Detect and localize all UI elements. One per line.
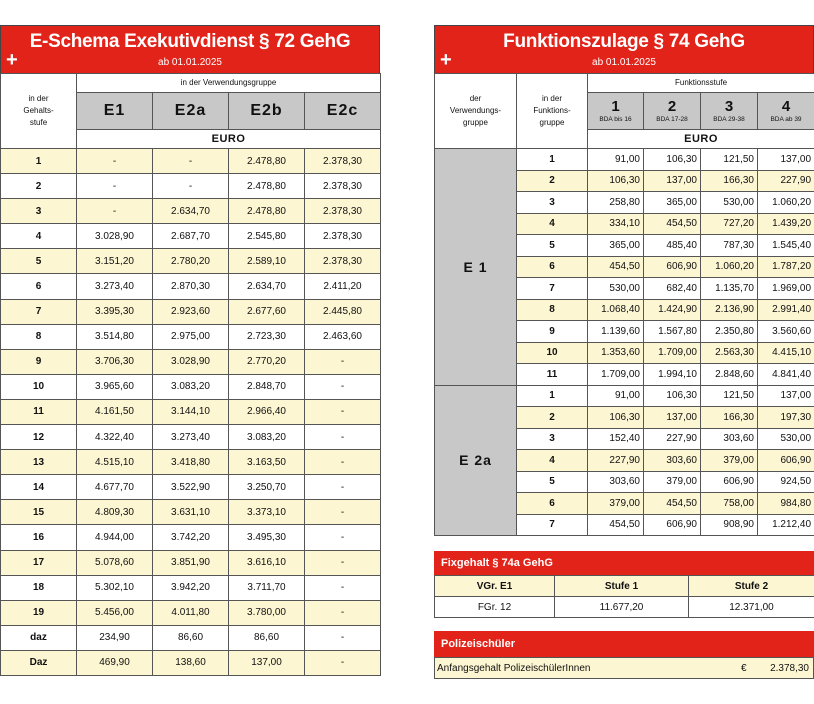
zulage-cell: 530,00 xyxy=(758,428,814,450)
euro-label: EURO xyxy=(588,130,814,149)
bda-range: BDA 17-28 xyxy=(656,115,688,123)
plus-icon: + xyxy=(6,49,18,71)
table-row xyxy=(1,299,381,324)
salary-cell: 2.770,20 xyxy=(229,349,305,374)
fixgehalt-title: Fixgehalt § 74a GehG xyxy=(434,551,814,575)
zulage-cell: 1.060,20 xyxy=(758,192,814,214)
salary-cell: 2.848,70 xyxy=(229,374,305,399)
funktionsgruppe-cell: 3 xyxy=(517,192,588,214)
salary-cell: - xyxy=(77,149,153,174)
zulage-cell: 303,60 xyxy=(701,428,758,450)
funktionsgruppe-cell: 2 xyxy=(517,170,588,192)
funktionsgruppe-cell: 4 xyxy=(517,450,588,472)
salary-cell: 3.163,50 xyxy=(229,450,305,475)
zulage-cell: 1.709,00 xyxy=(588,364,644,386)
zulage-cell: 758,00 xyxy=(701,493,758,515)
zulage-cell: 606,90 xyxy=(701,471,758,493)
zulage-cell: 91,00 xyxy=(588,385,644,407)
table-row xyxy=(1,450,381,475)
salary-cell: 2.463,60 xyxy=(305,324,381,349)
salary-cell: - xyxy=(77,174,153,199)
salary-cell: - xyxy=(305,525,381,550)
zulage-cell: 227,90 xyxy=(644,428,701,450)
salary-cell: 3.273,40 xyxy=(153,425,229,450)
salary-cell: 2.478,80 xyxy=(229,149,305,174)
funktionszulage-section xyxy=(434,25,814,536)
zulage-cell: 1.969,00 xyxy=(758,278,814,300)
salary-cell: 2.634,70 xyxy=(153,199,229,224)
verwendungsgruppe-header: der Verwendungs-gruppe xyxy=(435,74,517,149)
salary-cell: 2.378,30 xyxy=(305,224,381,249)
zulage-cell: 227,90 xyxy=(758,170,814,192)
e-schema-title-bar xyxy=(0,25,380,73)
funktionsgruppe-cell: 11 xyxy=(517,364,588,386)
funktionsgruppe-cell: 2 xyxy=(517,407,588,429)
salary-cell: 2.966,40 xyxy=(229,399,305,424)
funktionszulage-title-bar xyxy=(434,25,814,73)
salary-cell: 2.723,30 xyxy=(229,324,305,349)
zulage-cell: 454,50 xyxy=(644,213,701,235)
polizeischueler-amount: 2.378,30 xyxy=(770,663,809,674)
zulage-cell: 2.563,30 xyxy=(701,342,758,364)
salary-cell: - xyxy=(305,399,381,424)
fixgehalt-row xyxy=(435,597,814,618)
stufe-cell: 11 xyxy=(1,399,77,424)
salary-cell: 3.851,90 xyxy=(153,550,229,575)
salary-cell: 2.687,70 xyxy=(153,224,229,249)
table-row xyxy=(1,550,381,575)
salary-cell: 2.378,30 xyxy=(305,149,381,174)
zulage-cell: 379,00 xyxy=(588,493,644,515)
salary-cell: 3.273,40 xyxy=(77,274,153,299)
zulage-cell: 1.060,20 xyxy=(701,256,758,278)
zulage-cell: 2.350,80 xyxy=(701,321,758,343)
e-schema-section xyxy=(0,25,380,676)
salary-cell: - xyxy=(305,625,381,650)
zulage-cell: 454,50 xyxy=(644,493,701,515)
table-row xyxy=(1,650,381,675)
euro-label: EURO xyxy=(77,130,381,149)
stufe-cell: 19 xyxy=(1,600,77,625)
salary-cell: 3.706,30 xyxy=(77,349,153,374)
euro-sign: € xyxy=(741,663,747,674)
funktionsgruppe-cell: 8 xyxy=(517,299,588,321)
table-row xyxy=(1,500,381,525)
table-row xyxy=(435,149,814,171)
zulage-cell: 379,00 xyxy=(644,471,701,493)
stufe-cell: 1 xyxy=(1,149,77,174)
zulage-cell: 454,50 xyxy=(588,514,644,536)
salary-cell: 4.322,40 xyxy=(77,425,153,450)
stufe-number: 2 xyxy=(667,97,677,115)
zulage-cell: 530,00 xyxy=(588,278,644,300)
zulage-cell: 106,30 xyxy=(588,170,644,192)
salary-cell: - xyxy=(305,575,381,600)
zulage-cell: 121,50 xyxy=(701,149,758,171)
zulage-cell: 1.709,00 xyxy=(644,342,701,364)
stufe-cell: 13 xyxy=(1,450,77,475)
table-row xyxy=(1,600,381,625)
table-row xyxy=(1,224,381,249)
zulage-cell: 682,40 xyxy=(644,278,701,300)
salary-cell: 5.302,10 xyxy=(77,575,153,600)
funktionsgruppe-cell: 6 xyxy=(517,256,588,278)
funktionsstufe-header: Funktionsstufe xyxy=(588,74,814,93)
salary-cell: 5.456,00 xyxy=(77,600,153,625)
zulage-cell: 197,30 xyxy=(758,407,814,429)
table-row xyxy=(1,575,381,600)
group-label: E 1 xyxy=(435,149,517,386)
e-schema-title: E-Schema Exekutivdienst § 72 GehG xyxy=(29,31,351,52)
zulage-cell: 4.841,40 xyxy=(758,364,814,386)
zulage-cell: 606,90 xyxy=(644,256,701,278)
stufe-number: 1 xyxy=(611,97,620,115)
stufe-cell: 16 xyxy=(1,525,77,550)
salary-cell: - xyxy=(305,374,381,399)
salary-cell: 2.975,00 xyxy=(153,324,229,349)
fixgehalt-header-row xyxy=(435,576,814,597)
zulage-cell: 106,30 xyxy=(588,407,644,429)
table-row xyxy=(1,625,381,650)
salary-cell: - xyxy=(77,199,153,224)
stufe-cell: 10 xyxy=(1,374,77,399)
salary-cell: - xyxy=(305,650,381,675)
salary-cell: 3.522,90 xyxy=(153,475,229,500)
salary-cell: 4.809,30 xyxy=(77,500,153,525)
stufe-cell: 4 xyxy=(1,224,77,249)
zulage-cell: 137,00 xyxy=(644,407,701,429)
salary-cell: 2.378,30 xyxy=(305,199,381,224)
funktionsgruppe-cell: 1 xyxy=(517,385,588,407)
stufe-cell: 14 xyxy=(1,475,77,500)
zulage-cell: 303,60 xyxy=(644,450,701,472)
table-row xyxy=(1,274,381,299)
zulage-cell: 1.135,70 xyxy=(701,278,758,300)
table-row xyxy=(1,149,381,174)
funktionsgruppe-cell: 1 xyxy=(517,149,588,171)
salary-cell: 2.478,80 xyxy=(229,174,305,199)
salary-cell: - xyxy=(305,600,381,625)
stufe-cell: Daz xyxy=(1,650,77,675)
salary-cell: 3.965,60 xyxy=(77,374,153,399)
table-row xyxy=(1,174,381,199)
salary-cell: 3.151,20 xyxy=(77,249,153,274)
salary-cell: 3.780,00 xyxy=(229,600,305,625)
zulage-cell: 1.545,40 xyxy=(758,235,814,257)
funktionsgruppe-cell: 7 xyxy=(517,514,588,536)
salary-cell: - xyxy=(153,174,229,199)
salary-cell: 2.378,30 xyxy=(305,174,381,199)
zulage-cell: 137,00 xyxy=(758,149,814,171)
polizeischueler-title: Polizeischüler xyxy=(434,631,814,657)
zulage-cell: 606,90 xyxy=(644,514,701,536)
stufe-cell: 18 xyxy=(1,575,77,600)
funktionszulage-title: Funktionszulage § 74 GehG xyxy=(503,31,745,52)
salary-cell: 3.742,20 xyxy=(153,525,229,550)
salary-cell: 3.083,20 xyxy=(229,425,305,450)
zulage-cell: 1.787,20 xyxy=(758,256,814,278)
group-header-0: E1 xyxy=(77,93,153,130)
e-schema-subtitle: ab 01.01.2025 xyxy=(158,57,222,68)
zulage-cell: 1.139,60 xyxy=(588,321,644,343)
salary-cell: - xyxy=(305,450,381,475)
funktionsgruppe-cell: 5 xyxy=(517,471,588,493)
salary-cell: 2.378,30 xyxy=(305,249,381,274)
zulage-cell: 1.439,20 xyxy=(758,213,814,235)
table-row xyxy=(1,475,381,500)
salary-cell: - xyxy=(305,550,381,575)
salary-cell: 3.495,30 xyxy=(229,525,305,550)
bda-range: BDA bis 16 xyxy=(599,115,632,123)
salary-cell: 2.445,80 xyxy=(305,299,381,324)
table-row xyxy=(1,199,381,224)
table-row xyxy=(1,349,381,374)
funktionsgruppe-cell: 4 xyxy=(517,213,588,235)
zulage-cell: 91,00 xyxy=(588,149,644,171)
zulage-cell: 1.994,10 xyxy=(644,364,701,386)
stufe-cell: 7 xyxy=(1,299,77,324)
zulage-cell: 303,60 xyxy=(588,471,644,493)
table-row xyxy=(1,425,381,450)
table-row xyxy=(1,324,381,349)
e-schema-header-row xyxy=(1,74,381,93)
stufe-cell: 2 xyxy=(1,174,77,199)
verwendungsgruppe-header: in der Verwendungsgruppe xyxy=(77,74,381,93)
salary-cell: - xyxy=(305,425,381,450)
salary-cell: 2.870,30 xyxy=(153,274,229,299)
funktionsgruppe-cell: 7 xyxy=(517,278,588,300)
fixgehalt-fgr: FGr. 12 xyxy=(435,597,555,618)
stufe-cell: daz xyxy=(1,625,77,650)
salary-cell: 3.418,80 xyxy=(153,450,229,475)
stufe-cell: 15 xyxy=(1,500,77,525)
table-row xyxy=(1,399,381,424)
zulage-cell: 166,30 xyxy=(701,407,758,429)
fixgehalt-header-stufe1: Stufe 1 xyxy=(555,576,689,597)
salary-cell: - xyxy=(153,149,229,174)
funktionsgruppe-header: in der Funktions-gruppe xyxy=(517,74,588,149)
table-row xyxy=(1,525,381,550)
salary-cell: 4.677,70 xyxy=(77,475,153,500)
funktionsgruppe-cell: 9 xyxy=(517,321,588,343)
salary-cell: 3.144,10 xyxy=(153,399,229,424)
salary-cell: 469,90 xyxy=(77,650,153,675)
zulage-cell: 137,00 xyxy=(644,170,701,192)
salary-cell: 2.478,80 xyxy=(229,199,305,224)
salary-cell: 137,00 xyxy=(229,650,305,675)
salary-cell: 2.634,70 xyxy=(229,274,305,299)
zulage-cell: 1.353,60 xyxy=(588,342,644,364)
zulage-cell: 106,30 xyxy=(644,149,701,171)
funktionsgruppe-cell: 10 xyxy=(517,342,588,364)
zulage-cell: 454,50 xyxy=(588,256,644,278)
salary-cell: 3.373,10 xyxy=(229,500,305,525)
salary-cell: 4.944,00 xyxy=(77,525,153,550)
salary-cell: - xyxy=(305,475,381,500)
zulage-cell: 2.848,60 xyxy=(701,364,758,386)
polizeischueler-label: Anfangsgehalt PolizeischülerInnen xyxy=(437,663,591,674)
zulage-cell: 379,00 xyxy=(701,450,758,472)
stufe-cell: 17 xyxy=(1,550,77,575)
funktionsstufe-4 xyxy=(758,93,814,130)
group-label: E 2a xyxy=(435,385,517,536)
zulage-cell: 1.212,40 xyxy=(758,514,814,536)
stufe-cell: 8 xyxy=(1,324,77,349)
funktionszulage-header-row xyxy=(435,74,814,93)
salary-cell: 3.711,70 xyxy=(229,575,305,600)
salary-cell: 2.677,60 xyxy=(229,299,305,324)
zulage-cell: 1.567,80 xyxy=(644,321,701,343)
bda-range: BDA ab 39 xyxy=(770,115,802,123)
salary-cell: 2.411,20 xyxy=(305,274,381,299)
funktionsgruppe-cell: 6 xyxy=(517,493,588,515)
stufe-cell: 6 xyxy=(1,274,77,299)
zulage-cell: 365,00 xyxy=(644,192,701,214)
zulage-cell: 137,00 xyxy=(758,385,814,407)
zulage-cell: 1.068,40 xyxy=(588,299,644,321)
salary-cell: 3.083,20 xyxy=(153,374,229,399)
group-header-2: E2b xyxy=(229,93,305,130)
zulage-cell: 984,80 xyxy=(758,493,814,515)
salary-cell: 3.250,70 xyxy=(229,475,305,500)
salary-cell: 3.942,20 xyxy=(153,575,229,600)
e-schema-table xyxy=(0,73,381,676)
plus-icon: + xyxy=(440,49,452,71)
fixgehalt-section xyxy=(434,551,814,618)
salary-cell: - xyxy=(305,500,381,525)
salary-cell: 4.515,10 xyxy=(77,450,153,475)
salary-cell: 5.078,60 xyxy=(77,550,153,575)
fixgehalt-table xyxy=(434,575,814,618)
salary-cell: 2.589,10 xyxy=(229,249,305,274)
gehaltsstufe-header: in der Gehalts-stufe xyxy=(1,74,77,149)
salary-cell: 2.780,20 xyxy=(153,249,229,274)
polizeischueler-row xyxy=(434,657,814,679)
stufe-cell: 9 xyxy=(1,349,77,374)
zulage-cell: 1.424,90 xyxy=(644,299,701,321)
fixgehalt-header-vgr: VGr. E1 xyxy=(435,576,555,597)
zulage-cell: 3.560,60 xyxy=(758,321,814,343)
zulage-cell: 727,20 xyxy=(701,213,758,235)
funktionsstufe-1 xyxy=(588,93,644,130)
zulage-cell: 2.136,90 xyxy=(701,299,758,321)
salary-cell: 3.395,30 xyxy=(77,299,153,324)
funktionsgruppe-cell: 5 xyxy=(517,235,588,257)
zulage-cell: 606,90 xyxy=(758,450,814,472)
fixgehalt-stufe2-value: 12.371,00 xyxy=(689,597,814,618)
fixgehalt-header-stufe2: Stufe 2 xyxy=(689,576,814,597)
funktionsgruppe-cell: 3 xyxy=(517,428,588,450)
stufe-number: 4 xyxy=(781,97,791,115)
zulage-cell: 121,50 xyxy=(701,385,758,407)
salary-cell: 4.161,50 xyxy=(77,399,153,424)
salary-cell: 3.616,10 xyxy=(229,550,305,575)
stufe-cell: 3 xyxy=(1,199,77,224)
polizeischueler-section xyxy=(434,631,814,679)
stufe-cell: 12 xyxy=(1,425,77,450)
zulage-cell: 908,90 xyxy=(701,514,758,536)
zulage-cell: 152,40 xyxy=(588,428,644,450)
group-header-3: E2c xyxy=(305,93,381,130)
table-row xyxy=(1,374,381,399)
salary-cell: - xyxy=(305,349,381,374)
zulage-cell: 106,30 xyxy=(644,385,701,407)
zulage-cell: 334,10 xyxy=(588,213,644,235)
fixgehalt-stufe1-value: 11.677,20 xyxy=(555,597,689,618)
salary-cell: 2.923,60 xyxy=(153,299,229,324)
salary-cell: 2.545,80 xyxy=(229,224,305,249)
bda-range: BDA 29-38 xyxy=(713,115,745,123)
stufe-cell: 5 xyxy=(1,249,77,274)
stufe-number: 3 xyxy=(724,97,734,115)
salary-cell: 234,90 xyxy=(77,625,153,650)
zulage-cell: 2.991,40 xyxy=(758,299,814,321)
zulage-cell: 4.415,10 xyxy=(758,342,814,364)
funktionsstufe-3 xyxy=(701,93,758,130)
funktionszulage-table xyxy=(434,73,814,536)
table-row xyxy=(1,249,381,274)
zulage-cell: 924,50 xyxy=(758,471,814,493)
salary-cell: 3.514,80 xyxy=(77,324,153,349)
salary-cell: 4.011,80 xyxy=(153,600,229,625)
salary-cell: 3.028,90 xyxy=(153,349,229,374)
zulage-cell: 365,00 xyxy=(588,235,644,257)
salary-cell: 86,60 xyxy=(153,625,229,650)
zulage-cell: 258,80 xyxy=(588,192,644,214)
salary-cell: 3.631,10 xyxy=(153,500,229,525)
salary-cell: 138,60 xyxy=(153,650,229,675)
zulage-cell: 166,30 xyxy=(701,170,758,192)
table-row xyxy=(435,385,814,407)
zulage-cell: 485,40 xyxy=(644,235,701,257)
funktionsstufe-2 xyxy=(644,93,701,130)
zulage-cell: 530,00 xyxy=(701,192,758,214)
zulage-cell: 227,90 xyxy=(588,450,644,472)
funktionszulage-subtitle: ab 01.01.2025 xyxy=(592,57,656,68)
salary-cell: 86,60 xyxy=(229,625,305,650)
group-header-1: E2a xyxy=(153,93,229,130)
salary-cell: 3.028,90 xyxy=(77,224,153,249)
zulage-cell: 787,30 xyxy=(701,235,758,257)
